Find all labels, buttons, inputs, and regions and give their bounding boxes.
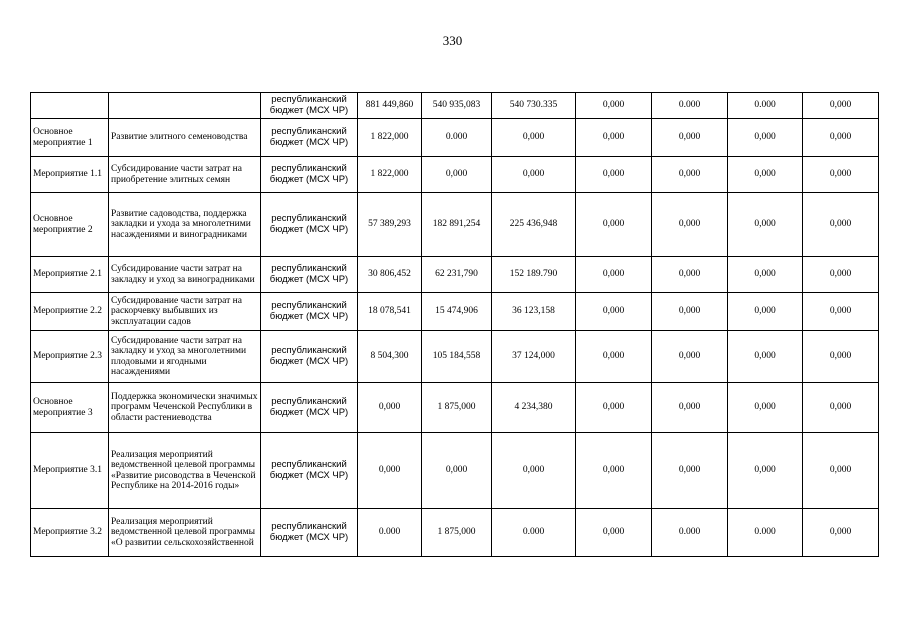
value-cell: 8 504,300 [358, 331, 422, 383]
value-cell: 0,000 [803, 433, 879, 509]
value-cell: 0,000 [652, 157, 728, 193]
value-cell: 0,000 [422, 433, 492, 509]
measure-description-cell: Развитие элитного семеноводства [109, 119, 261, 157]
budget-table [30, 92, 879, 557]
value-cell: 0.000 [422, 119, 492, 157]
value-cell: 15 474,906 [422, 293, 492, 331]
value-cell: 30 806,452 [358, 257, 422, 293]
value-cell: 225 436,948 [492, 193, 576, 257]
value-cell: 0.000 [358, 509, 422, 557]
value-cell: 0.000 [728, 93, 803, 119]
measure-description-cell: Субсидирование части затрат на закладку и уход за виноградниками [109, 257, 261, 293]
measure-description-cell: Поддержка экономически значимых программ Чеченской Республики в области растениеводства [109, 383, 261, 433]
value-cell: 182 891,254 [422, 193, 492, 257]
table-row [31, 509, 879, 557]
value-cell: 0,000 [728, 331, 803, 383]
value-cell: 0,000 [652, 293, 728, 331]
value-cell: 0,000 [728, 293, 803, 331]
value-cell: 0,000 [358, 383, 422, 433]
value-cell: 0,000 [576, 509, 652, 557]
value-cell: 0,000 [728, 383, 803, 433]
value-cell: 0.000 [492, 509, 576, 557]
value-cell: 0,000 [803, 193, 879, 257]
value-cell: 0,000 [728, 433, 803, 509]
funding-source-cell: республиканский бюджет (МСХ ЧР) [261, 383, 358, 433]
value-cell: 0,000 [803, 509, 879, 557]
value-cell: 1 875,000 [422, 509, 492, 557]
measure-name-cell: Мероприятие 3.2 [31, 509, 109, 557]
value-cell: 0,000 [492, 119, 576, 157]
funding-source-cell: республиканский бюджет (МСХ ЧР) [261, 157, 358, 193]
value-cell: 62 231,790 [422, 257, 492, 293]
funding-source-cell: республиканский бюджет (МСХ ЧР) [261, 509, 358, 557]
value-cell: 0,000 [803, 331, 879, 383]
value-cell: 0,000 [358, 433, 422, 509]
table-row [31, 193, 879, 257]
measure-name-cell: Мероприятие 3.1 [31, 433, 109, 509]
value-cell: 0,000 [728, 193, 803, 257]
value-cell: 0.000 [652, 93, 728, 119]
measure-description-cell: Субсидирование части затрат на приобретение элитных семян [109, 157, 261, 193]
value-cell: 0,000 [803, 383, 879, 433]
table-row [31, 293, 879, 331]
value-cell: 0,000 [576, 331, 652, 383]
measure-name-cell: Мероприятие 2.3 [31, 331, 109, 383]
value-cell: 881 449,860 [358, 93, 422, 119]
value-cell: 0,000 [652, 257, 728, 293]
funding-source-cell: республиканский бюджет (МСХ ЧР) [261, 257, 358, 293]
value-cell: 0.000 [652, 509, 728, 557]
value-cell: 0,000 [803, 93, 879, 119]
measure-name-cell: Основное мероприятие 2 [31, 193, 109, 257]
value-cell: 0,000 [576, 433, 652, 509]
value-cell: 0,000 [652, 331, 728, 383]
funding-source-cell: республиканский бюджет (МСХ ЧР) [261, 293, 358, 331]
value-cell: 18 078,541 [358, 293, 422, 331]
value-cell: 540 935,083 [422, 93, 492, 119]
value-cell: 0,000 [728, 119, 803, 157]
table-row [31, 119, 879, 157]
value-cell: 36 123,158 [492, 293, 576, 331]
measure-description-cell: Субсидирование части затрат на раскорчевку выбывших из эксплуатации садов [109, 293, 261, 331]
measure-name-cell: Мероприятие 2.2 [31, 293, 109, 331]
table-row [31, 157, 879, 193]
value-cell: 0,000 [576, 119, 652, 157]
measure-name-cell: Основное мероприятие 3 [31, 383, 109, 433]
value-cell: 0,000 [652, 193, 728, 257]
page-number: 330 [442, 33, 463, 48]
table-row [31, 93, 879, 119]
table-row [31, 257, 879, 293]
value-cell: 4 234,380 [492, 383, 576, 433]
value-cell: 37 124,000 [492, 331, 576, 383]
value-cell: 0,000 [576, 293, 652, 331]
value-cell: 0.000 [728, 509, 803, 557]
value-cell: 0,000 [728, 257, 803, 293]
value-cell: 1 875,000 [422, 383, 492, 433]
value-cell: 0,000 [652, 383, 728, 433]
value-cell: 0,000 [803, 119, 879, 157]
value-cell: 0,000 [652, 433, 728, 509]
value-cell: 0,000 [576, 157, 652, 193]
measure-description-cell: Развитие садоводства, поддержка закладки и ухода за многолетними насаждениями и виноградниками [109, 193, 261, 257]
table-row [31, 383, 879, 433]
value-cell: 0,000 [803, 293, 879, 331]
measure-description-cell: Реализация мероприятий ведомственной целевой программы «Развитие рисоводства в Чеченской Республике на 2014-2016 годы» [109, 433, 261, 509]
value-cell: 0,000 [652, 119, 728, 157]
funding-source-cell: республиканский бюджет (МСХ ЧР) [261, 93, 358, 119]
value-cell: 0,000 [576, 93, 652, 119]
value-cell: 1 822,000 [358, 157, 422, 193]
value-cell: 105 184,558 [422, 331, 492, 383]
funding-source-cell: республиканский бюджет (МСХ ЧР) [261, 331, 358, 383]
value-cell: 0,000 [803, 157, 879, 193]
value-cell: 0,000 [576, 257, 652, 293]
value-cell: 0,000 [492, 433, 576, 509]
value-cell: 540 730.335 [492, 93, 576, 119]
value-cell: 0,000 [576, 193, 652, 257]
value-cell: 0,000 [576, 383, 652, 433]
measure-name-cell: Мероприятие 2.1 [31, 257, 109, 293]
measure-description-cell: Субсидирование части затрат на закладку и уход за многолетними плодовыми и ягодными насаждениями [109, 331, 261, 383]
value-cell: 0,000 [422, 157, 492, 193]
funding-source-cell: республиканский бюджет (МСХ ЧР) [261, 193, 358, 257]
value-cell: 152 189.790 [492, 257, 576, 293]
funding-source-cell: республиканский бюджет (МСХ ЧР) [261, 119, 358, 157]
value-cell: 1 822,000 [358, 119, 422, 157]
measure-description-cell: Реализация мероприятий ведомственной целевой программы «О развитии сельскохозяйственной [109, 509, 261, 557]
measure-name-cell: Мероприятие 1.1 [31, 157, 109, 193]
value-cell: 57 389,293 [358, 193, 422, 257]
value-cell: 0,000 [492, 157, 576, 193]
table-row [31, 433, 879, 509]
table-row [31, 331, 879, 383]
measure-name-cell: Основное мероприятие 1 [31, 119, 109, 157]
measure-name-cell [31, 93, 109, 119]
value-cell: 0,000 [728, 157, 803, 193]
measure-description-cell [109, 93, 261, 119]
value-cell: 0,000 [803, 257, 879, 293]
funding-source-cell: республиканский бюджет (МСХ ЧР) [261, 433, 358, 509]
